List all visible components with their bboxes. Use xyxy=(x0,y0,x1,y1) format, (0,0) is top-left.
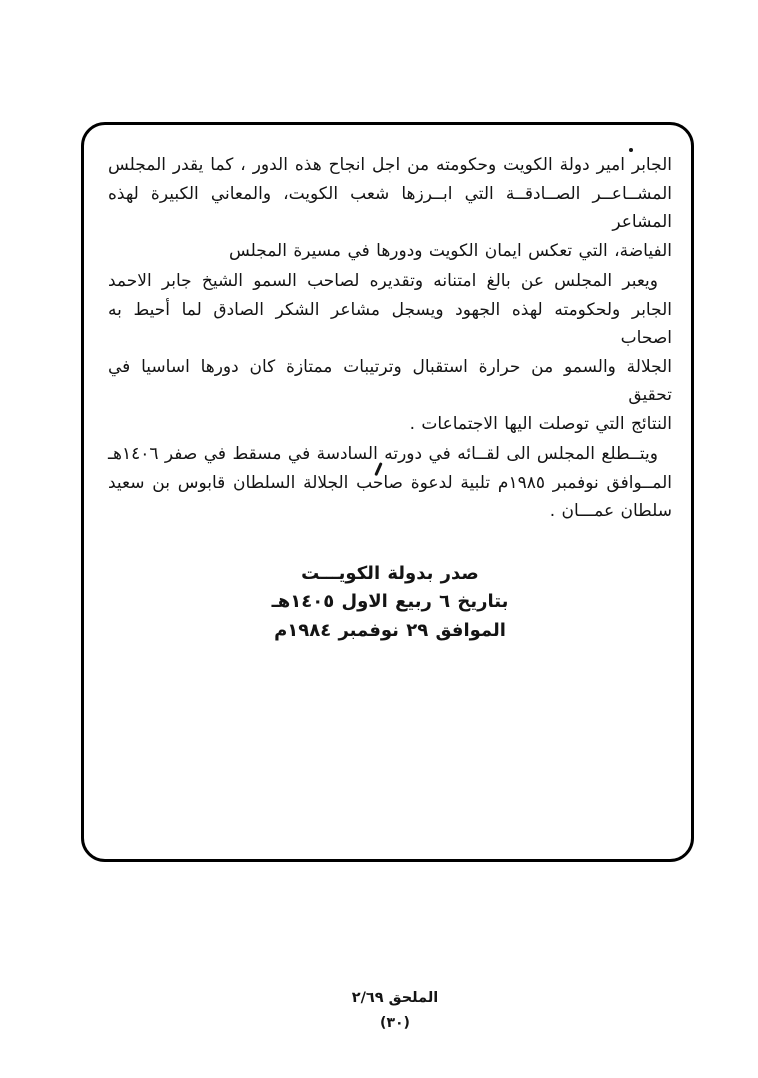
page-footer xyxy=(245,989,545,1033)
signature-place-line: صدر بدولة الكويـــت xyxy=(301,562,479,584)
text-line: الفياضة، التي تعكس ايمان الكويت ودورها في مسيرة المجلس xyxy=(228,240,672,261)
text-line: النتائج التي توصلت اليها الاجتماعات . xyxy=(409,413,672,434)
appendix-label: الملحق ٢/٦٩ xyxy=(351,990,439,1006)
text-line: الجلالة والسمو من حرارة استقبال وترتيبات ممتازة كان دورها اساسيا في تحقيق xyxy=(108,356,672,405)
text-line: ويعبر المجلس عن بالغ امتنانه وتقديره لصاحب السمو الشيخ جابر الاحمد xyxy=(108,271,658,291)
text-line: سلطان عمـــان . xyxy=(549,501,672,521)
text-line: المــوافق نوفمبر ١٩٨٥م تلبية لدعوة صاحب الجلالة السلطان قابوس بن سعيد xyxy=(108,472,672,493)
text-line: ويتــطلع المجلس الى لقــائه في دورته السادسة في مسقط في صفر ١٤٠٦هـ xyxy=(108,444,658,464)
signature-hijri-date-line: بتاريخ ٦ ربيع الاول ١٤٠٥هـ xyxy=(271,591,509,612)
text-line: المشــاعــر الصــادقــة التي ابــرزها شعب الكويت، والمعاني الكبيرة لهذه المشاعر xyxy=(108,183,672,232)
paragraph xyxy=(108,267,672,438)
paragraph xyxy=(108,440,672,526)
body-text xyxy=(108,151,672,645)
paragraph xyxy=(108,151,672,265)
page-number: (٣٠) xyxy=(380,1015,410,1031)
text-line: الجابر ولحكومته لهذه الجهود ويسجل مشاعر الشكر الصادق لما أحيط به اصحاب xyxy=(108,299,672,348)
signature-gregorian-date-line: الموافق ٢٩ نوفمبر ١٩٨٤م xyxy=(274,619,506,641)
text-line: الجابر امير دولة الكويت وحكومته من اجل انجاح هذه الدور ، كما يقدر المجلس xyxy=(108,155,672,175)
signature-block xyxy=(108,560,672,646)
